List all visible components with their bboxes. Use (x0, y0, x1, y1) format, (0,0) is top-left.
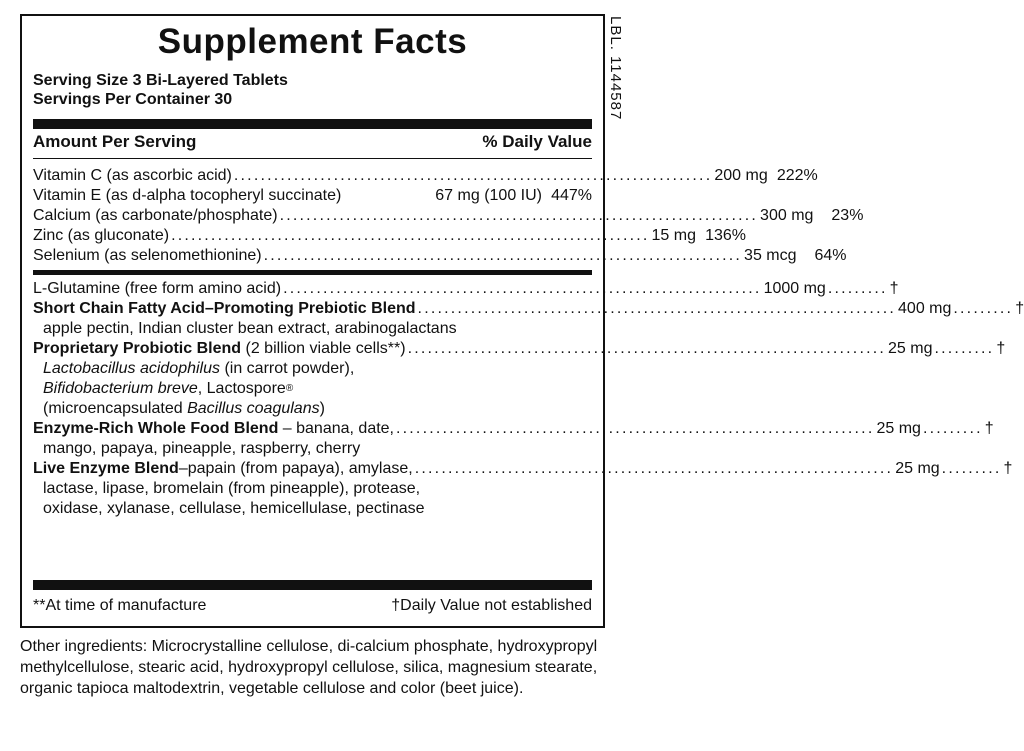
ingredient-dv: † (1015, 300, 1024, 317)
nutrient-name: Calcium (as carbonate/phosphate) (33, 207, 278, 224)
leader-dots: ........................................................................ (263, 247, 743, 264)
table-row (33, 186, 592, 206)
divider-thick-bottom (33, 580, 592, 590)
nutrient-name: Zinc (as gluconate) (33, 227, 170, 244)
daily-value-header: % Daily Value (482, 132, 592, 151)
ingredient-name (33, 419, 394, 439)
label-code: LBL. 1144587 (607, 16, 624, 121)
ingredient-amount: 25 mg (888, 340, 933, 357)
blend-rows (33, 279, 1024, 519)
amount-per-serving-header: Amount Per Serving (33, 132, 197, 151)
ingredient-name (33, 459, 413, 479)
footnotes (33, 597, 592, 615)
table-row (33, 166, 818, 186)
ingredient-amount: 25 mg (876, 420, 921, 437)
strain-name: Bacillus coagulans (187, 400, 320, 417)
ingredient-sub (33, 399, 592, 419)
ingredient-sub: mango, papaya, pineapple, raspberry, cherry (43, 440, 361, 457)
blend-desc: –papain (from papaya), amylase, (178, 460, 413, 477)
strain-detail: , Lactospore (197, 380, 286, 397)
divider-thick-top (33, 119, 592, 129)
ingredient-dv: † (984, 420, 994, 437)
leader-dots: ........................................................................ (171, 227, 650, 244)
nutrient-name: Selenium (as selenomethionine) (33, 247, 262, 264)
servings-per-container: Servings Per Container 30 (33, 91, 233, 108)
other-ingredients: Other ingredients: Microcrystalline cellulose, di-calcium phosphate, hydroxypropyl methylcellulose, stearic acid, hydroxypropyl cellulose, silica, magnesium stearate, organic tapioca maltodextrin, vegetable cellulose and color (beet juice). (20, 638, 598, 697)
ingredient-sub (33, 359, 592, 379)
leader-dots: ........................................................................ (396, 420, 875, 437)
vitamin-rows (33, 166, 864, 266)
ingredient-sub (33, 379, 592, 399)
leader-dots: ......... (953, 300, 1014, 317)
strain-detail: (microencapsulated (43, 400, 188, 417)
footnote-daily-value: †Daily Value not established (391, 597, 592, 614)
nutrient-dv: 64% (814, 247, 847, 264)
strain-name: Lactobacillus acidophilus (43, 360, 220, 377)
leader-dots: ........................................................................ (414, 460, 894, 477)
leader-dots: ........................................................................ (233, 167, 713, 184)
leader-dots: ......... (922, 420, 983, 437)
ingredient-name: L-Glutamine (free form amino acid) (33, 280, 282, 297)
serving-size: Serving Size 3 Bi-Layered Tablets (33, 72, 288, 89)
blend-desc: (2 billion viable cells**) (241, 340, 406, 357)
nutrient-name: Vitamin C (as ascorbic acid) (33, 167, 232, 184)
nutrient-amount: 200 mg (714, 167, 768, 184)
ingredient-amount: 25 mg (895, 460, 940, 477)
nutrient-dv: 222% (776, 167, 818, 184)
nutrient-name: Vitamin E (as d-alpha tocopheryl succinate) (33, 187, 342, 204)
nutrient-amount: 15 mg (651, 227, 696, 244)
nutrient-dv: 447% (551, 187, 592, 204)
table-row (33, 459, 1013, 479)
nutrient-dv: 136% (705, 227, 746, 244)
table-row (33, 299, 1024, 319)
table-row (33, 339, 1006, 359)
strain-detail: (in carrot powder), (220, 360, 355, 377)
ingredient-dv: † (889, 280, 899, 297)
leader-dots: ........................................................................ (407, 340, 887, 357)
table-row (33, 279, 899, 299)
ingredient-amount: 400 mg (898, 300, 952, 317)
blend-title: Enzyme-Rich Whole Food Blend (33, 420, 279, 437)
divider-thin (33, 158, 592, 159)
ingredient-name: Short Chain Fatty Acid–Promoting Prebiotic Blend (33, 300, 416, 317)
leader-dots: ........................................................................ (279, 207, 759, 224)
serving-info (33, 71, 288, 109)
leader-dots: ........................................................................ (283, 280, 762, 297)
ingredient-sub: lactase, lipase, bromelain (from pineapple), protease, (43, 480, 421, 497)
leader-dots: ......... (827, 280, 888, 297)
blend-title: Live Enzyme Blend (33, 460, 179, 477)
ingredient-dv: † (996, 340, 1006, 357)
nutrient-amount: 300 mg (760, 207, 814, 224)
strain-name: Bifidobacterium breve (43, 380, 198, 397)
ingredient-name (33, 339, 406, 359)
ingredient-dv: † (1003, 460, 1013, 477)
registered-mark: ® (285, 383, 294, 394)
blend-title: Proprietary Probiotic Blend (33, 340, 242, 357)
table-row (33, 246, 847, 266)
table-row (33, 206, 864, 226)
table-row (33, 226, 746, 246)
ingredient-amount: 1000 mg (763, 280, 826, 297)
leader-dots: ......... (941, 460, 1002, 477)
strain-detail: ) (319, 400, 325, 417)
blend-desc: – banana, date, (278, 420, 394, 437)
nutrient-amount: 67 mg (100 IU) (435, 187, 542, 204)
divider-medium (33, 270, 592, 275)
panel-title: Supplement Facts (157, 22, 468, 61)
footnote-manufacture: **At time of manufacture (33, 597, 207, 614)
leader-dots: ........................................................................ (417, 300, 897, 317)
nutrient-amount: 35 mcg (744, 247, 797, 264)
nutrient-dv: 23% (831, 207, 864, 224)
leader-dots: ......... (934, 340, 995, 357)
ingredient-sub: apple pectin, Indian cluster bean extract, arabinogalactans (43, 320, 457, 337)
ingredient-sub: oxidase, xylanase, cellulase, hemicellulase, pectinase (43, 500, 425, 517)
table-row (33, 419, 994, 439)
table-header (33, 132, 592, 156)
